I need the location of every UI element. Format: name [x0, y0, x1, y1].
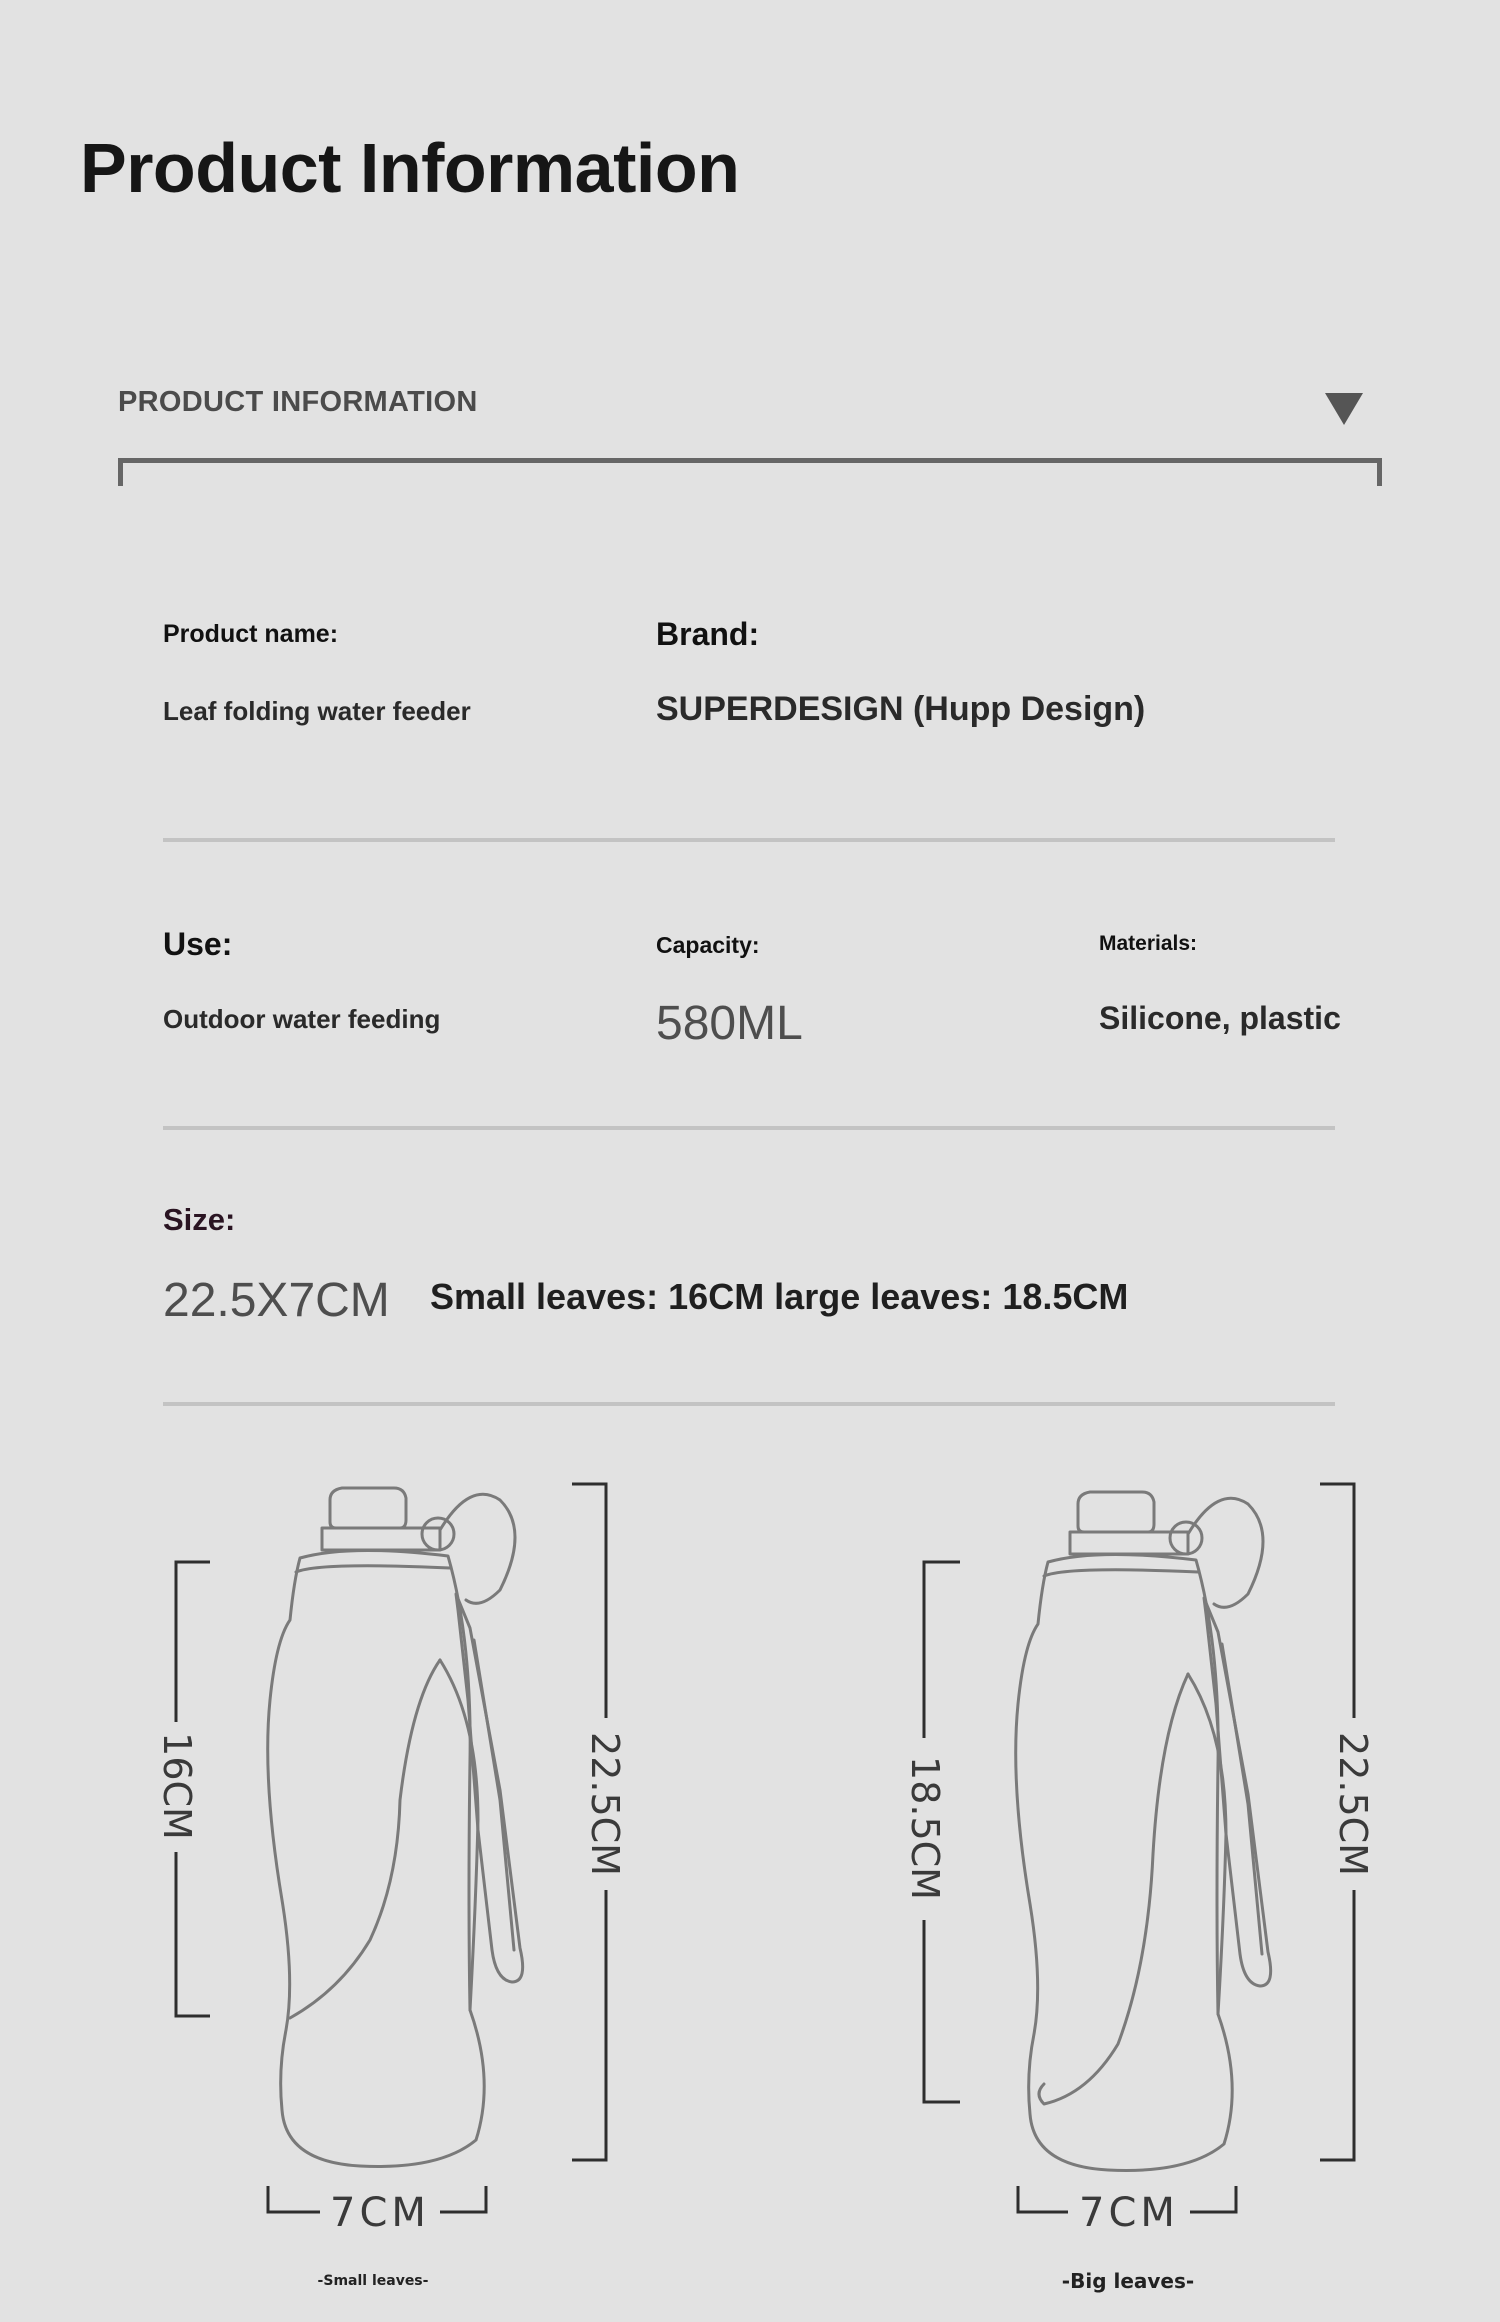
small-width-dimension-line	[268, 2186, 320, 2212]
materials-value: Silicone, plastic	[1099, 1000, 1341, 1036]
small-caption: -Small leaves-	[317, 2273, 429, 2289]
brand-label: Brand:	[656, 616, 760, 652]
big-total-height-text: 22.5CM	[1331, 1732, 1375, 1876]
small-width-text: 7CM	[330, 2190, 430, 2236]
big-total-dimension-line	[1320, 1484, 1354, 1718]
big-caption: -Big leaves-	[1061, 2269, 1195, 2293]
small-total-height-text: 22.5CM	[583, 1732, 627, 1876]
brand-value: SUPERDESIGN (Hupp Design)	[656, 690, 1146, 728]
size-value: 22.5X7CM	[163, 1274, 390, 1327]
small-total-dimension-line	[572, 1484, 606, 1718]
big-leaves-bottle-drawing	[1016, 1492, 1271, 2170]
small-leaves-bottle-drawing	[268, 1488, 523, 2166]
capacity-value: 580ML	[656, 997, 803, 1050]
section-header: PRODUCT INFORMATION	[118, 386, 478, 418]
product-name-label: Product name:	[163, 620, 339, 648]
big-width-text: 7CM	[1079, 2190, 1179, 2236]
small-leaf-height-text: 16CM	[155, 1732, 199, 1840]
use-label: Use:	[163, 926, 233, 962]
materials-label: Materials:	[1099, 932, 1198, 955]
capacity-label: Capacity:	[656, 932, 760, 958]
size-detail: Small leaves: 16CM large leaves: 18.5CM	[430, 1276, 1129, 1317]
page-title: Product Information	[80, 129, 740, 207]
big-leaf-height-text: 18.5CM	[903, 1756, 947, 1900]
size-label: Size:	[163, 1202, 236, 1237]
small-leaf-dimension-line	[176, 1562, 210, 1722]
big-leaf-dimension-line	[924, 1562, 960, 1738]
product-name-value: Leaf folding water feeder	[163, 696, 471, 726]
big-width-dimension-line	[1018, 2186, 1068, 2212]
use-value: Outdoor water feeding	[163, 1004, 441, 1034]
